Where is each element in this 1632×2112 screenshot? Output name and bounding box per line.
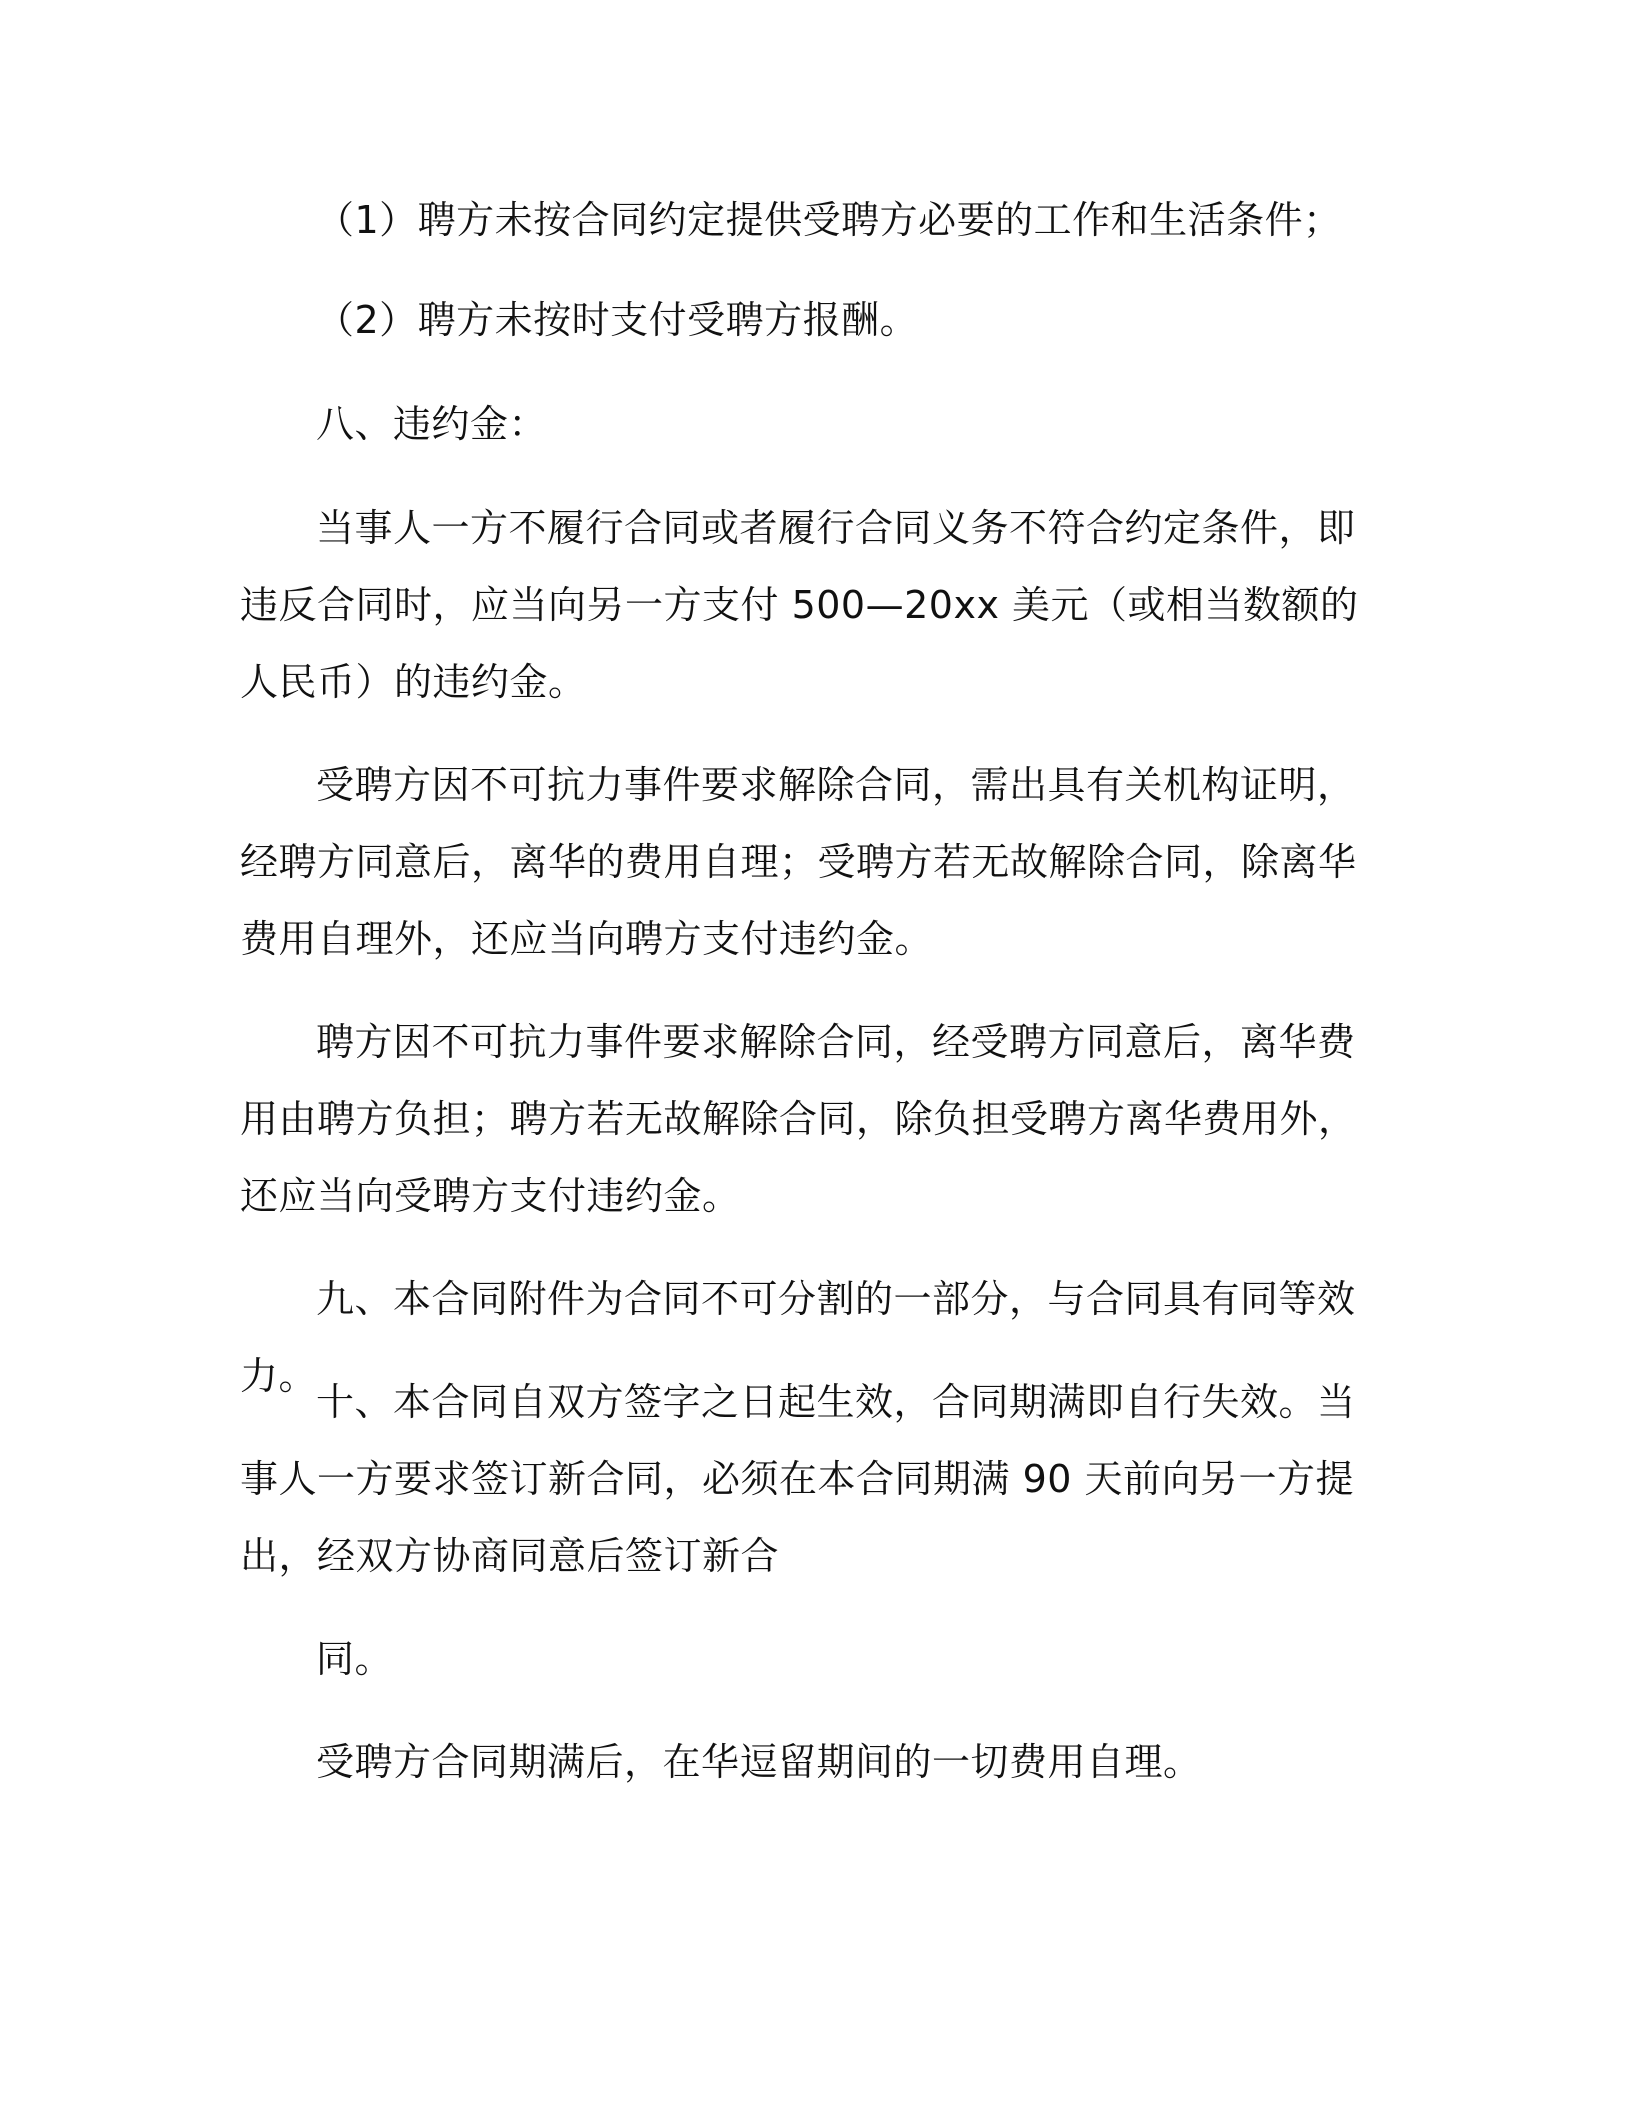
employee-termination-paragraph: 受聘方因不可抗力事件要求解除合同，需出具有关机构证明，经聘方同意后，离华的费用自理；受聘方若无故解除合同，除离华费用自理外，还应当向聘方支付违约金。 bbox=[240, 763, 1357, 961]
clause-item-1: （1）聘方未按合同约定提供受聘方必要的工作和生活条件； bbox=[316, 198, 1342, 242]
attachment-clause: 九、本合同附件为合同不可分割的一部分，与合同具有同等效力。 bbox=[240, 1277, 1356, 1398]
post-contract-expenses-clause: 受聘方合同期满后，在华逗留期间的一切费用自理。 bbox=[316, 1740, 1202, 1784]
effective-date-clause: 十、本合同自双方签字之日起生效，合同期满即自行失效。当事人一方要求签订新合同，必须在本合同期满 90 天前向另一方提出，经双方协商同意后签订新合 bbox=[240, 1380, 1356, 1578]
clause-item-2: （2）聘方未按时支付受聘方报酬。 bbox=[316, 298, 919, 342]
employer-termination-paragraph: 聘方因不可抗力事件要求解除合同，经受聘方同意后，离华费用由聘方负担；聘方若无故解除合同，除负担受聘方离华费用外，还应当向受聘方支付违约金。 bbox=[240, 1020, 1357, 1218]
effective-date-clause-continued: 同。 bbox=[316, 1637, 394, 1681]
penalty-paragraph: 当事人一方不履行合同或者履行合同义务不符合约定条件，即违反合同时，应当向另一方支付 500—20xx 美元（或相当数额的人民币）的违约金。 bbox=[240, 506, 1359, 704]
section-heading-penalty: 八、违约金： bbox=[316, 402, 548, 446]
